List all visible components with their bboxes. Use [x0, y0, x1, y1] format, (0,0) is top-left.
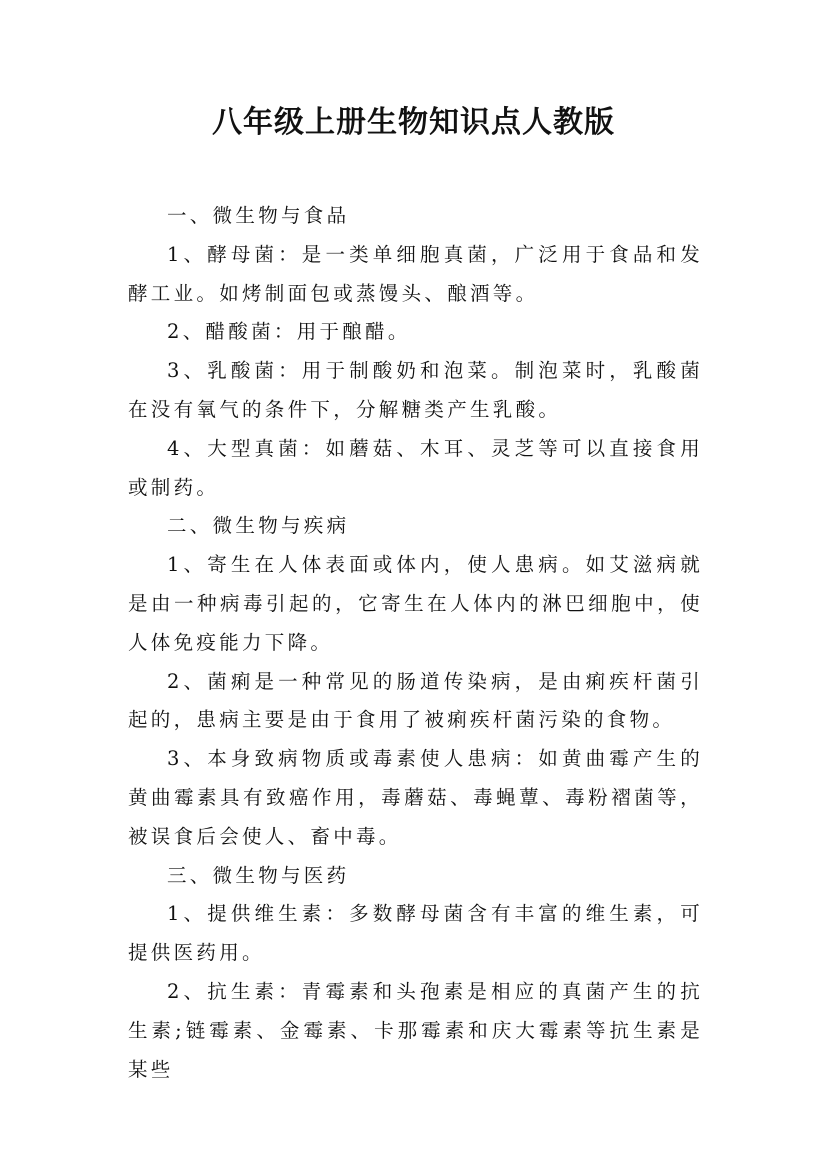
paragraph-large-fungi: 4、大型真菌：如蘑菇、木耳、灵芝等可以直接食用或制药。	[128, 436, 703, 499]
paragraph-yeast: 1、酵母菌：是一类单细胞真菌，广泛用于食品和发酵工业。如烤制面包或蒸馒头、酿酒等。	[128, 242, 703, 305]
paragraph-antibiotics: 2、抗生素：青霉素和头孢素是相应的真菌产生的抗生素;链霉素、金霉素、卡那霉素和庆大霉素等抗生素是某些	[128, 979, 703, 1081]
section-heading-medicine: 三、微生物与医药	[167, 863, 350, 887]
paragraph-lactic-bacteria: 3、乳酸菌：用于制酸奶和泡菜。制泡菜时，乳酸菌在没有氧气的条件下，分解糖类产生乳酸。	[128, 359, 703, 421]
document-body	[128, 197, 703, 1089]
paragraph-vitamins: 1、提供维生素：多数酵母菌含有丰富的维生素，可提供医药用。	[128, 902, 703, 965]
paragraph-acetic-bacteria: 2、醋酸菌：用于酿醋。	[167, 320, 411, 344]
paragraph-toxins: 3、本身致病物质或毒素使人患病：如黄曲霉产生的黄曲霉素具有致癌作用，毒蘑菇、毒蝇蕈、毒粉褶菌等，被误食后会使人、畜中毒。	[128, 747, 703, 848]
section-heading-food: 一、微生物与食品	[167, 204, 350, 227]
section-heading-disease: 二、微生物与疾病	[167, 514, 350, 538]
paragraph-dysentery: 2、菌痢是一种常见的肠道传染病，是由痢疾杆菌引起的，患病主要是由于食用了被痢疾杆菌污染的食物。	[128, 669, 703, 732]
paragraph-parasitic: 1、寄生在人体表面或体内，使人患病。如艾滋病就是由一种病毒引起的，它寄生在人体内的淋巴细胞中，使人体免疫能力下降。	[128, 553, 703, 654]
document-title: 八年级上册生物知识点人教版	[212, 105, 615, 140]
